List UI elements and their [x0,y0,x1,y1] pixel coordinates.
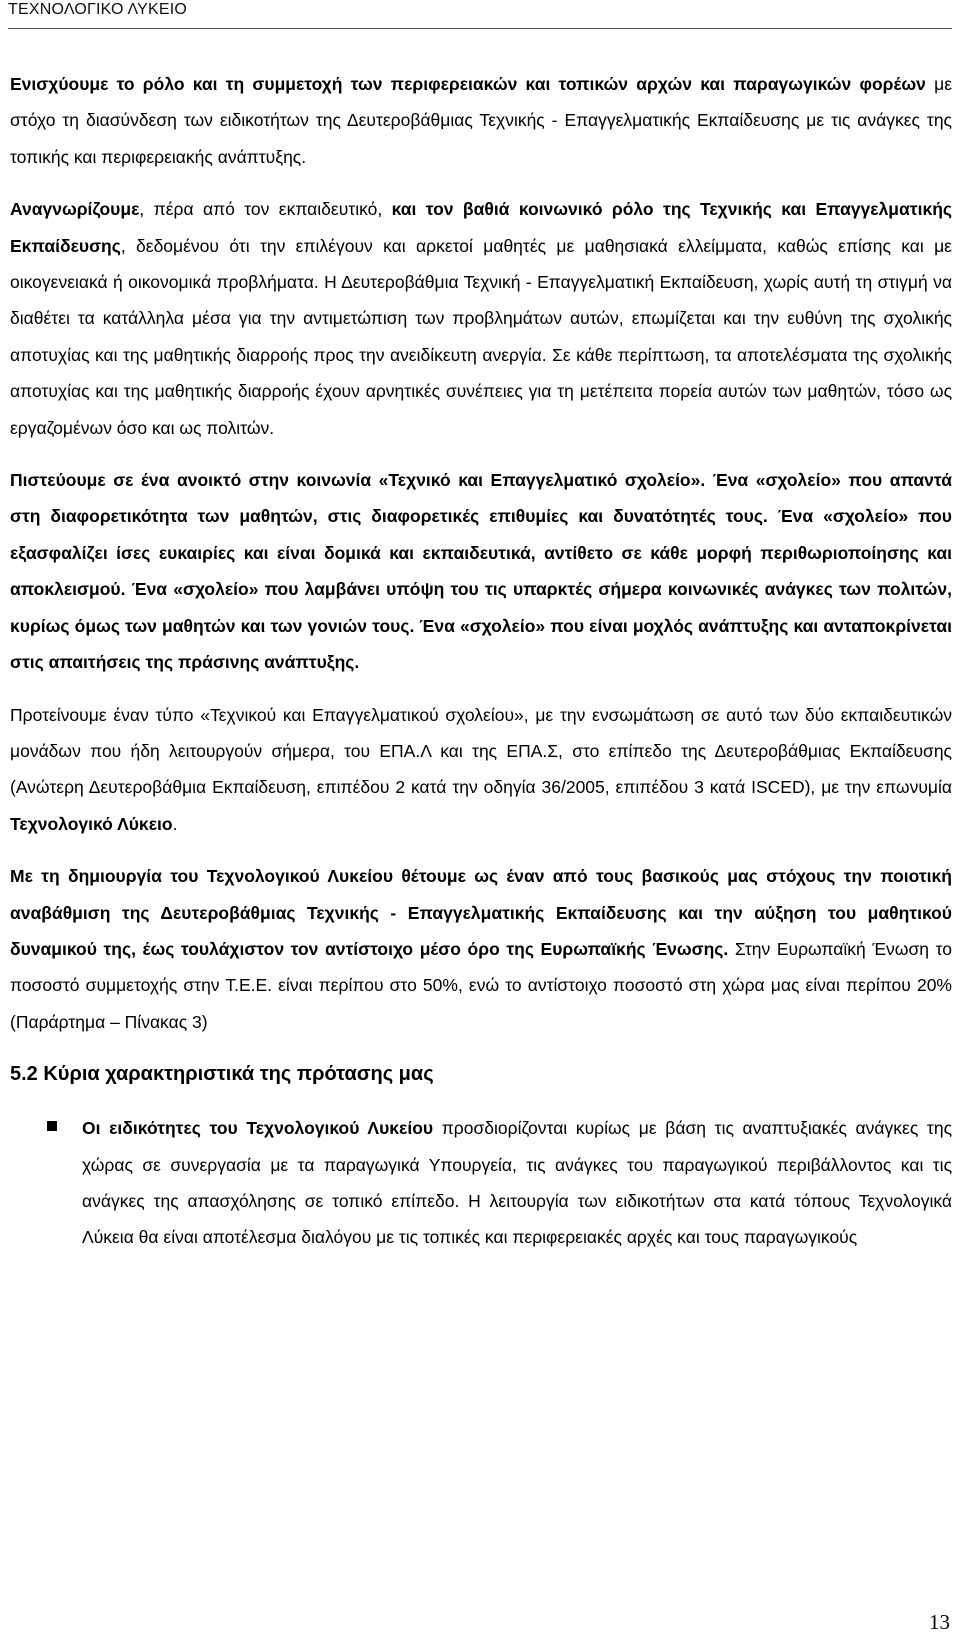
paragraph-text: με στόχο τη διασύνδεση των ειδικοτήτων της Δευτεροβάθμιας Τεχνικής - Επαγγελματικής Εκπαίδευσης με τις ανάγκες της τοπικής και περιφερειακής ανάπτυξης. [10,74,953,167]
paragraph-bold-lead: Ενισχύουμε το ρόλο και τη συμμετοχή των περιφερειακών και τοπικών αρχών και παραγωγικών φορέων [10,74,926,94]
paragraph-regional-authorities [10,66,952,175]
paragraph-bold-phrase: και τον βαθιά κοινωνικό ρόλο της Τεχνικής και Επαγγελματικής Εκπαίδευσης [10,199,952,256]
paragraph-bold-lead: Αναγνωρίζουμε [10,199,140,220]
paragraph-bold-text: Πιστεύουμε σε ένα ανοικτό στην κοινωνία «Τεχνικό και Επαγγελματικό σχολείο». Ένα «σχολείο» που απαντά στη διαφορετικότητα των μαθητών, στις διαφορετικές επιθυμίες και δυνατότητές τους. Ένα «σχολείο» που εξασφαλίζει ίσες ευκαιρίες και είναι δομικά και εκπαιδευτικά, αντίθετο σε κάθε μορφή περιθωριοποίησης και αποκλεισμού. Ένα «σχολείο» που λαμβάνει υπόψη του τις υπαρκτές σήμερα κοινωνικές ανάγκες των πολιτών, κυρίως όμως των μαθητών και των γονιών τους. Ένα «σχολείο» που είναι μοχλός ανάπτυξης και ανταποκρίνεται στις απαιτήσεις της πράσινης ανάπτυξης. [10,470,952,673]
document-body [10,66,952,1256]
paragraph-open-school [10,462,952,680]
section-heading: 5.2 Κύρια χαρακτηριστικά της πρότασης μας [10,1063,434,1086]
paragraph-text: . [172,813,178,834]
running-header: ΤΕΧΝΟΛΟΓΙΚΟ ΛΥΚΕΙΟ [8,1,188,18]
paragraph-text: Προτείνουμε έναν τύπο «Τεχνικού και Επαγγελματικού σχολείου», με την ενσωμάτωση σε αυτό των δύο εκπαιδευτικών μονάδων που ήδη λειτουργούν σήμερα, του ΕΠΑ.Λ και της ΕΠΑ.Σ, στο επίπεδο της Δευτεροβάθμιας Εκπαίδευσης (Ανώτερη Δευτεροβάθμια Εκπαίδευση, επιπέδου 2 κατά την οδηγία 36/2005, επιπέδου 3 κατά ISCED), με την επωνυμία [10,704,952,798]
square-bullet-icon [47,1121,57,1131]
list-item [10,1110,952,1256]
paragraph-text: Στην Ευρωπαϊκή Ένωση το ποσοστό συμμετοχής στην Τ.Ε.Ε. είναι περίπου στο 50%, ενώ το αντίστοιχο ποσοστό στη χώρα μας είναι περίπου 20% (Παράρτημα – Πίνακας 3) [10,938,952,1032]
paragraph-text: , δεδομένου ότι την επιλέγουν και αρκετοί μαθητές με μαθησιακά ελλείμματα, καθώς επίσης και με οικογενειακά ή οικονομικά προβλήματα. Η Δευτεροβάθμια Τεχνική - Επαγγελματική Εκπαίδευση, χωρίς αυτή τη στιγμή να διαθέτει τα κατάλληλα μέσα για την αντιμετώπιση των προβλημάτων αυτών, επωμίζεται και την ευθύνη της σχολικής αποτυχίας και της μαθητικής διαρροής προς την ανειδίκευτη ανεργία. Σε κάθε περίπτωση, τα αποτελέσματα της σχολικής αποτυχίας και της μαθητικής διαρροής έχουν αρνητικές συνέπειες για τη μετέπειτα πορεία αυτών των μαθητών, τόσο ως εργαζομένων όσο και ως πολιτών. [10,235,952,438]
paragraph-bold-phrase: Τεχνολογικό Λύκειο [10,813,173,834]
paragraph-social-role [10,191,952,446]
paragraph-bold-lead: Με τη δημιουργία του Τεχνολογικού Λυκείου θέτουμε ως έναν από τους βασικούς μας στόχους την ποιοτική αναβάθμιση της Δευτεροβάθμιας Τεχνικής - Επαγγελματικής Εκπαίδευσης και την αύξηση του μαθητικού δυναμικού της, έως τουλάχιστον τον αντίστοιχο μέσο όρο της Ευρωπαϊκής Ένωσης. [10,866,952,959]
paragraph-text: , πέρα από τον εκπαιδευτικό, [139,199,392,220]
page-number: 13 [929,1610,950,1634]
list-item-bold-lead: Οι ειδικότητες του Τεχνολογικού Λυκείου [82,1118,434,1139]
paragraph-proposal [10,697,952,843]
list-item-text: προσδιορίζονται κυρίως με βάση τις αναπτυξιακές ανάγκες της χώρας σε συνεργασία με τα παραγωγικά Υπουργεία, τις ανάγκες του παραγωγικού περιβάλλοντος και τις ανάγκες της απασχόλησης σε τοπικό επίπεδο. Η λειτουργία των ειδικοτήτων στα κατά τόπους Τεχνολογικά Λύκεια θα είναι αποτέλεσμα διαλόγου με τις τοπικές και περιφερειακές αρχές και τους παραγωγικούς [82,1118,953,1248]
paragraph-goals [10,858,952,1040]
header-divider [8,28,952,29]
